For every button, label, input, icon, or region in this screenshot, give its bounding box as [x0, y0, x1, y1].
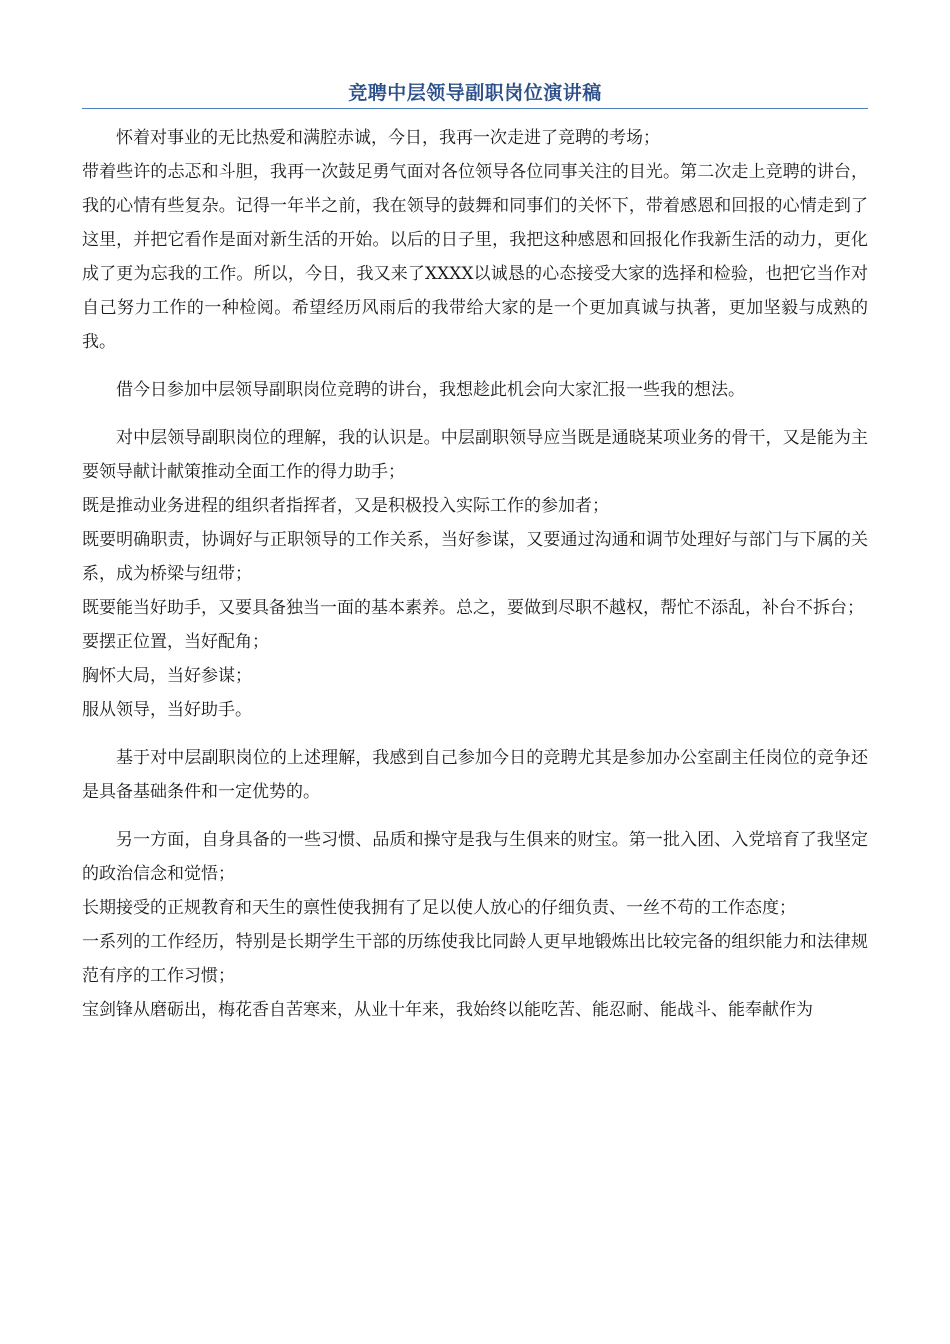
paragraph: 既要明确职责，协调好与正职领导的工作关系，当好参谋，又要通过沟通和调节处理好与部门与下属的关系，成为桥梁与纽带；: [82, 530, 868, 584]
paragraph: 怀着对事业的无比热爱和满腔赤诚，今日，我再一次走进了竞聘的考场；: [116, 128, 660, 148]
paragraph: 基于对中层副职岗位的上述理解，我感到自己参加今日的竞聘尤其是参加办公室副主任岗位的竞争还是具备基础条件和一定优势的。: [82, 748, 868, 802]
paragraph: 既是推动业务进程的组织者指挥者，又是积极投入实际工作的参加者；: [82, 496, 609, 516]
paragraph: 一系列的工作经历，特别是长期学生干部的历练使我比同龄人更早地锻炼出比较完备的组织能力和法律规范有序的工作习惯；: [82, 932, 868, 986]
title-divider: [82, 108, 868, 109]
paragraph: 服从领导，当好助手。: [82, 700, 252, 720]
document-body: [82, 121, 868, 1027]
paragraph: 长期接受的正规教育和天生的禀性使我拥有了足以使人放心的仔细负责、一丝不苟的工作态度；: [82, 898, 796, 918]
paragraph: 宝剑锋从磨砺出，梅花香自苦寒来，从业十年来，我始终以能吃苦、能忍耐、能战斗、能奉献作为: [82, 1000, 813, 1020]
paragraph: 对中层领导副职岗位的理解，我的认识是。中层副职领导应当既是通晓某项业务的骨干，又是能为主要领导献计献策推动全面工作的得力助手；: [82, 428, 868, 482]
document-page: [82, 78, 868, 1027]
paragraph: 另一方面，自身具备的一些习惯、品质和操守是我与生俱来的财宝。第一批入团、入党培育了我坚定的政治信念和觉悟；: [82, 830, 868, 884]
paragraph: 带着些许的忐忑和斗胆，我再一次鼓足勇气面对各位领导各位同事关注的目光。第二次走上竞聘的讲台，我的心情有些复杂。记得一年半之前，我在领导的鼓舞和同事们的关怀下，带着感恩和回报的心情走到了这里，并把它看作是面对新生活的开始。以后的日子里，我把这种感恩和回报化作我新生活的动力，更化成了更为忘我的工作。所以，今日，我又来了XXXX以诚恳的心态接受大家的选择和检验，也把它当作对自己努力工作的一种检阅。希望经历风雨后的我带给大家的是一个更加真诚与执著，更加坚毅与成熟的我。: [82, 162, 868, 352]
paragraph: 借今日参加中层领导副职岗位竞聘的讲台，我想趁此机会向大家汇报一些我的想法。: [116, 380, 745, 400]
paragraph: 既要能当好助手，又要具备独当一面的基本素养。总之，要做到尽职不越权，帮忙不添乱，补台不拆台；: [82, 598, 864, 618]
document-title: 竞聘中层领导副职岗位演讲稿: [348, 82, 602, 104]
paragraph: 胸怀大局，当好参谋；: [82, 666, 252, 686]
paragraph: 要摆正位置，当好配角；: [82, 632, 269, 652]
